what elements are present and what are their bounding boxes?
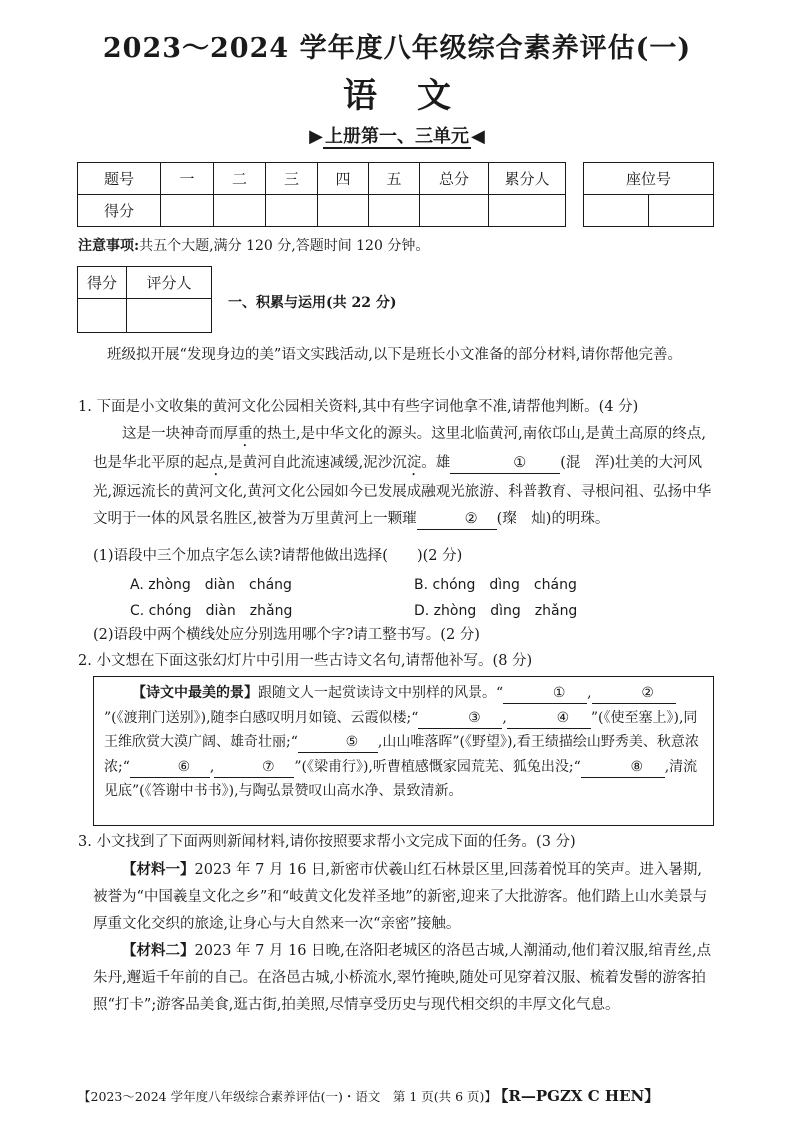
paper-title: 2023～2024 学年度八年级综合素养评估(一): [102, 33, 692, 64]
notice: [78, 235, 429, 255]
material-1-text: 2023 年 7 月 16 日,新密市伏羲山红石林景区里,回荡着悦耳的笑声。进入暑期,被誉为“中国羲皇文化之乡”和“岐黄文化发祥圣地”的新密,迎来了大批游客。他们踏上山水美景与厚重文化交织的旅途,让身心与大自然来一次“亲密”接触。: [93, 862, 708, 932]
dotted-char: 淀: [406, 455, 422, 471]
poem-blank-8[interactable]: ⑧: [581, 757, 665, 778]
footer-info: 【2023～2024 学年度八年级综合素养评估(一)・语文 第 1 页(共 6 页)】: [78, 1089, 497, 1104]
slide-box: [93, 676, 714, 826]
option-a[interactable]: A. zhòng diàn cháng: [130, 577, 292, 593]
score-table-header-row: [78, 163, 566, 195]
scope-left-marker-icon: ▶: [309, 126, 323, 147]
answer-blank-2[interactable]: ②: [417, 509, 497, 530]
slide-segment: ”(《渡荆门送别》),随李白感叹明月如镜、云霞似楼;“: [104, 709, 419, 726]
score-cell[interactable]: [266, 195, 318, 227]
notice-text: 共五个大题,满分 120 分,答题时间 120 分钟。: [139, 238, 430, 254]
section-1-title: 一、积累与运用(共 22 分): [228, 295, 397, 311]
footer-code: 【R—PGZX C HEN】: [500, 1087, 660, 1105]
seat-label: 座位号: [584, 163, 714, 195]
score-header-cell: 四: [318, 163, 369, 195]
seat-cell[interactable]: [584, 195, 649, 227]
q1-sub1: (1)语段中三个加点字怎么读?请帮他做出选择( )(2 分): [93, 548, 463, 564]
material-1: [93, 856, 714, 938]
poem-blank-2[interactable]: ②: [592, 683, 676, 704]
seat-cell[interactable]: [649, 195, 714, 227]
q1-text: ,是黄河自此流速减缓,泥沙沉: [223, 455, 407, 471]
q1-text: 的明珠。: [551, 511, 610, 527]
q1-passage: [93, 421, 714, 533]
grader-label: 评分人: [127, 267, 212, 299]
score-header-cell: 累分人: [489, 163, 566, 195]
score-header-cell: 五: [369, 163, 420, 195]
score-cell[interactable]: [420, 195, 489, 227]
slide-text: 【诗文中最美的景】跟随文人一起赏读诗文中别样的风景。“ ① , ②”(《渡荆门送别》),随李白感叹明月如镜、云霞似楼;“ ③ , ④ ”(《使至塞上》),同王维欣赏大漠广阔、雄奇壮丽;“ ⑤ ,山山唯落晖”(《野望》),看王绩描绘山野秀美、秋意浓浓;“ ⑥ , ⑦ ”(《梁甫行》),听曹植感慨家园荒芜、狐兔出没;“ ⑧ ,清流见底”(《答谢中书书》),与陶弘景赞叹山高水净、景致清新。: [104, 685, 699, 799]
option-b[interactable]: B. chóng dìng cháng: [414, 577, 577, 593]
slide-segment: ”(《使至塞上》),同王维欣赏大漠广阔、雄奇壮丽;“: [104, 709, 698, 750]
answer-blank-1[interactable]: ①: [450, 453, 560, 474]
q1-text: 这是一块神奇而厚: [122, 426, 238, 442]
score-cell[interactable]: [318, 195, 369, 227]
q1-text: 。雄: [421, 455, 451, 471]
q1-text: 的热土,是中华文化的源头。这里北临黄河,南依邙山,是黄土高原的终点,也是华北平原的起: [93, 426, 706, 471]
hint-chars: (璨 灿): [496, 511, 552, 527]
scope-line: [0, 122, 794, 148]
score-cell[interactable]: [369, 195, 420, 227]
score-header-cell: 二: [214, 163, 266, 195]
score-cell[interactable]: [161, 195, 214, 227]
score-table-score-row: [78, 195, 566, 227]
slide-title: 【诗文中最美的景】: [132, 685, 258, 701]
scope-text: 上册第一、三单元: [325, 126, 469, 147]
option-d[interactable]: D. zhòng dìng zhǎng: [414, 603, 578, 619]
grader-score-label: 得分: [78, 267, 127, 299]
page-footer: [78, 1085, 659, 1106]
score-cell[interactable]: [489, 195, 566, 227]
material-2-label: 【材料二】: [122, 942, 195, 959]
material-1-label: 【材料一】: [122, 861, 195, 878]
material-2: [93, 937, 714, 1019]
score-header-cell: 总分: [420, 163, 489, 195]
score-header-cell: 题号: [78, 163, 161, 195]
dotted-char: 点: [209, 455, 224, 471]
slide-segment: ,山山唯落晖”(《野望》),看王绩描绘山野秀美、秋意浓浓;“: [104, 734, 699, 775]
score-table: [77, 162, 566, 227]
score-header-cell: 三: [266, 163, 318, 195]
scope-right-marker-icon: ◀: [471, 126, 485, 147]
grader-table: [77, 266, 212, 333]
slide-segment: ,清流见底”(《答谢中书书》),与陶弘景赞叹山高水净、景致清新。: [104, 758, 698, 799]
seat-table: [583, 162, 714, 227]
poem-blank-7[interactable]: ⑦: [214, 757, 294, 778]
poem-blank-1[interactable]: ①: [503, 683, 587, 704]
hint-chars: (混 浑): [560, 455, 616, 471]
slide-segment: ”(《梁甫行》),听曹植感慨家园荒芜、狐兔出没;“: [294, 758, 581, 775]
subject-title: 语文: [343, 76, 491, 116]
q1-text: 壮美的大河风光,源远流长的黄河文化,黄河文化公园如今已发展成融观光旅游、科普教育、寻根问祖、弘扬中华文明于一体的风景名胜区,被誉为万里黄河上一颗璀: [93, 455, 712, 527]
q3-stem: 3. 小文找到了下面两则新闻材料,请你按照要求帮小文完成下面的任务。(3 分): [78, 834, 576, 850]
score-row-label: 得分: [78, 195, 161, 227]
option-c[interactable]: C. chóng diàn zhǎng: [130, 603, 293, 619]
grader-score-cell[interactable]: [78, 299, 127, 333]
poem-blank-4[interactable]: ④: [507, 708, 591, 729]
poem-blank-5[interactable]: ⑤: [298, 732, 378, 753]
dotted-char: 重: [238, 426, 253, 442]
section-intro: 班级拟开展“发现身边的美”语文实践活动,以下是班长小文准备的部分材料,请你帮他完善。: [107, 347, 683, 363]
slide-segment: 跟随文人一起赏读诗文中别样的风景。“: [258, 685, 504, 701]
poem-blank-3[interactable]: ③: [418, 708, 502, 729]
q1-sub2: (2)语段中两个横线处应分别选用哪个字?请工整书写。(2 分): [93, 627, 480, 643]
notice-label: 注意事项:: [78, 238, 140, 254]
q1-stem: 1. 下面是小文收集的黄河文化公园相关资料,其中有些字词他拿不准,请帮他判断。(4 分): [78, 399, 639, 415]
score-header-cell: 一: [161, 163, 214, 195]
score-cell[interactable]: [214, 195, 266, 227]
grader-name-cell[interactable]: [127, 299, 212, 333]
poem-blank-6[interactable]: ⑥: [130, 757, 210, 778]
q2-stem: 2. 小文想在下面这张幻灯片中引用一些古诗文名句,请帮他补写。(8 分): [78, 653, 533, 669]
material-2-text: 2023 年 7 月 16 日晚,在洛阳老城区的洛邑古城,人潮涌动,他们着汉服,绾青丝,点朱丹,邂逅千年前的自己。在洛邑古城,小桥流水,翠竹掩映,随处可见穿着汉服、梳着发髻的游客拍照“打卡”;游客品美食,逛古街,拍美照,尽情享受历史与现代相交织的丰厚文化气息。: [93, 943, 712, 1013]
